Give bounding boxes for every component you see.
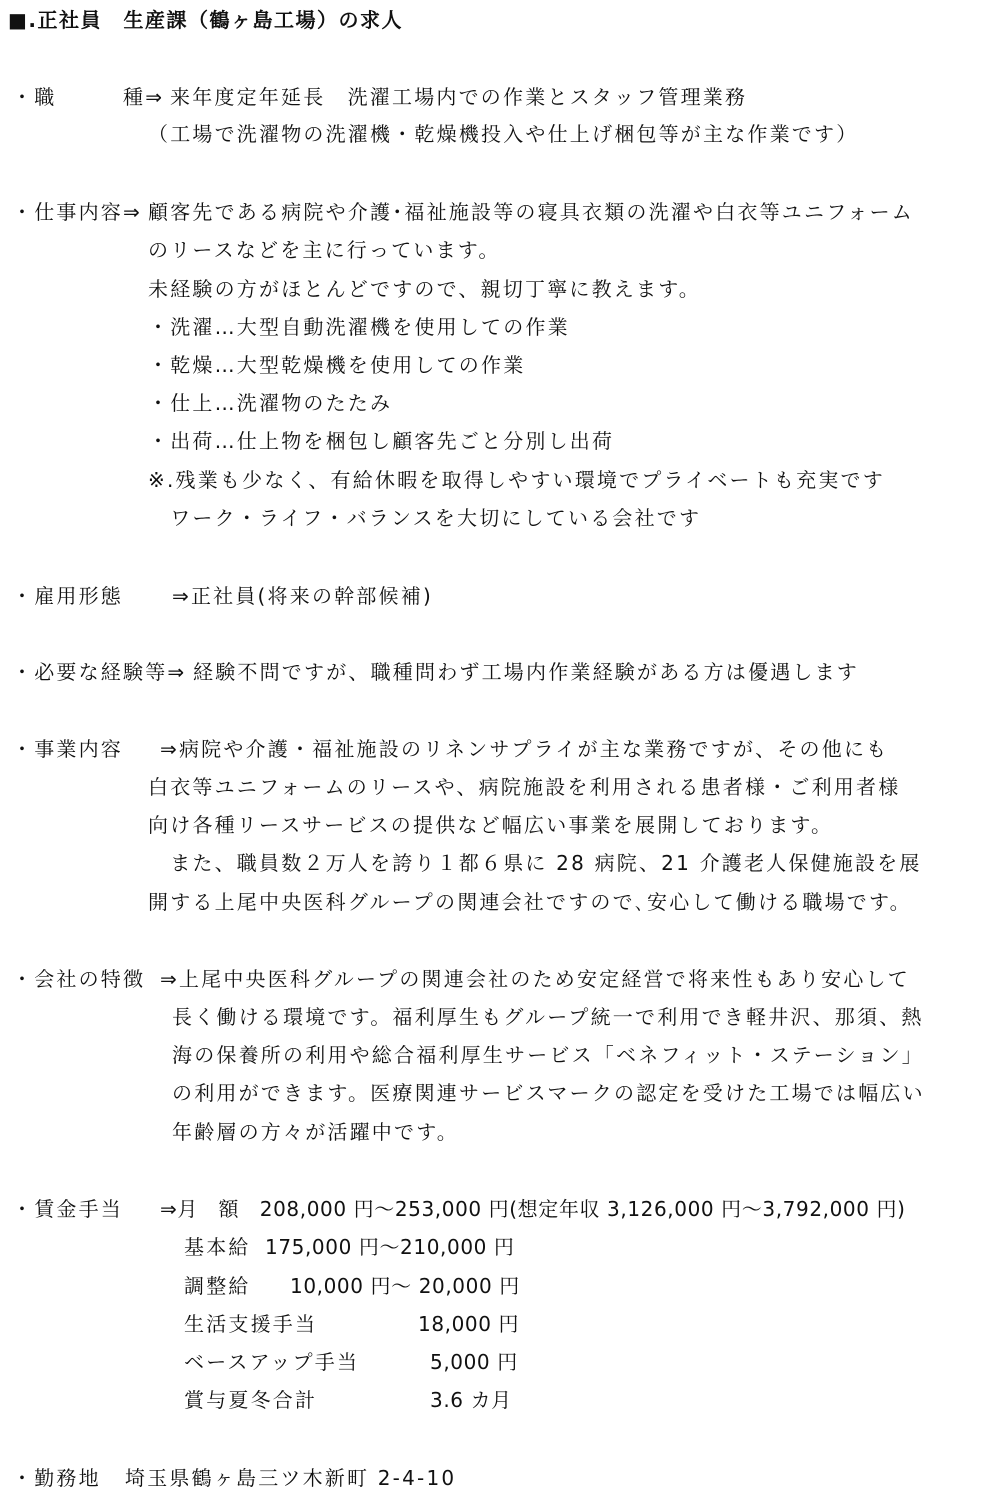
wage-item-name: ベースアップ手当 (184, 1350, 360, 1374)
required-experience-label: ・必要な経験等⇒ (12, 660, 187, 684)
wages-monthly: ⇒月 額 208,000 円～253,000 円(想定年収 3,126,000 円～3,792,000 円) (160, 1197, 906, 1221)
wage-item-name: 賞与夏冬合計 (184, 1388, 318, 1412)
workplace-label: ・勤務地 (12, 1466, 101, 1490)
job-content-line: ※.残業も少なく、有給休暇を取得しやすい環境でプライベートも充実です (148, 468, 885, 492)
wage-item-name: 調整給 (184, 1274, 251, 1298)
wage-item-value: 175,000 円～210,000 円 (265, 1235, 515, 1259)
wage-item-name: 生活支援手当 (184, 1312, 318, 1336)
business-content-line: ⇒病院や介護・福祉施設のリネンサプライが主な業務ですが、その他にも (160, 737, 889, 761)
wage-item-value: 3.6 カ月 (430, 1388, 512, 1412)
job-content-line: のリースなどを主に行っています。 (148, 238, 501, 262)
company-features-line: 長く働ける環境です。福利厚生もグループ統一で利用でき軽井沢、那須、熱 (172, 1005, 924, 1029)
wage-item-name: 基本給 (184, 1235, 251, 1259)
employment-type-value: ⇒正社員(将来の幹部候補) (172, 584, 433, 608)
job-content-line: 顧客先である病院や介護･福祉施設等の寝具衣類の洗濯や白衣等ユニフォーム (148, 200, 914, 224)
company-features-line: 年齢層の方々が活躍中です。 (172, 1120, 459, 1144)
wage-item-value: 18,000 円 (418, 1312, 520, 1336)
company-features-line: 海の保養所の利用や総合福利厚生サービス「ベネフィット・ステーション」 (172, 1043, 924, 1067)
business-content-line: また、職員数２万人を誇り１都６県に 28 病院、21 介護老人保健施設を展 (148, 851, 922, 875)
company-features-line: ⇒上尾中央医科グループの関連会社のため安定経営で将来性もあり安心して (160, 967, 910, 991)
business-content-line: 開する上尾中央医科グループの関連会社ですので､安心して働ける職場です。 (148, 890, 912, 914)
job-content-line: ・出荷…仕上物を梱包し顧客先ごと分別し出荷 (148, 429, 615, 453)
business-content-line: 向け各種リースサービスの提供など幅広い事業を展開しております。 (148, 813, 834, 837)
job-type-label: ・職 種⇒ (12, 85, 165, 109)
job-content-line: ・乾燥…大型乾燥機を使用しての作業 (148, 353, 526, 377)
workplace-address: 埼玉県鶴ヶ島三ツ木新町 2-4-10 (125, 1466, 457, 1490)
wage-item-value: 5,000 円 (430, 1350, 518, 1374)
business-content-line: 白衣等ユニフォームのリースや、病院施設を利用される患者様・ご利用者様 (148, 775, 901, 799)
wage-item-value: 10,000 円～ 20,000 円 (290, 1274, 520, 1298)
job-type-line: 来年度定年延長 洗濯工場内での作業とスタッフ管理業務 (170, 85, 748, 109)
employment-type-label: ・雇用形態 (12, 584, 123, 608)
job-content-label: ・仕事内容⇒ (12, 200, 142, 224)
job-content-line: ・仕上…洗濯物のたたみ (148, 391, 393, 415)
job-content-line: ・洗濯…大型自動洗濯機を使用しての作業 (148, 315, 570, 339)
page-title: ■.正社員 生産課（鶴ヶ島工場）の求人 (8, 8, 403, 32)
business-content-label: ・事業内容 (12, 737, 123, 761)
required-experience-value: 経験不問ですが、職種問わず工場内作業経験がある方は優遇します (193, 660, 859, 684)
company-features-line: の利用ができます。医療関連サービスマークの認定を受けた工場では幅広い (172, 1081, 925, 1105)
job-content-line: ワーク・ライフ・バランスを大切にしている会社です (148, 506, 702, 530)
job-type-line: （工場で洗濯物の洗濯機・乾燥機投入や仕上げ梱包等が主な作業です） (148, 122, 859, 146)
job-content-line: 未経験の方がほとんどですので、親切丁寧に教えます。 (148, 277, 701, 301)
wages-label: ・賃金手当 (12, 1197, 123, 1221)
company-features-label: ・会社の特徴 (12, 967, 146, 991)
